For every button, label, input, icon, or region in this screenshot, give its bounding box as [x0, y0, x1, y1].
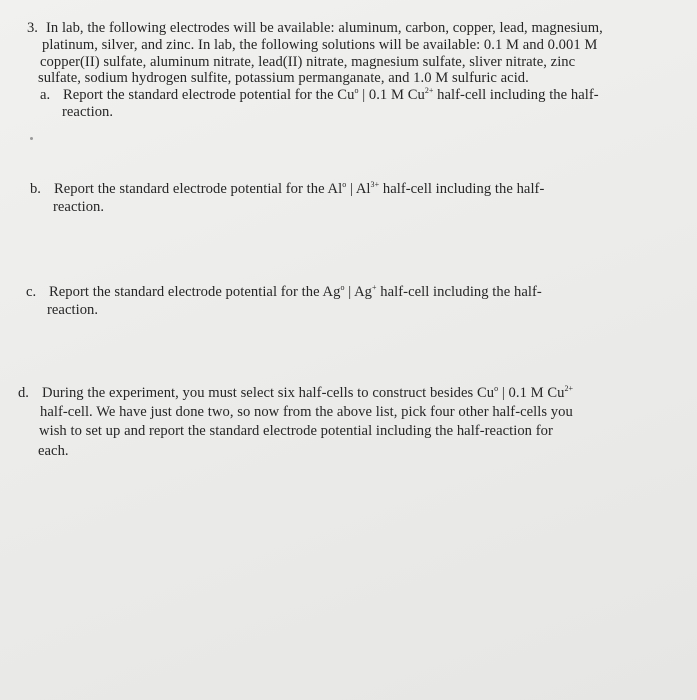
part-c-text-pre: Report the standard electrode potential for the Ag	[49, 284, 341, 300]
part-c-line-2: reaction.	[47, 302, 99, 318]
part-c-text-post: half-cell including the half-	[376, 284, 542, 300]
question-intro-line-3: copper(II) sulfate, aluminum nitrate, lead(II) nitrate, magnesium sulfate, sliver nitrate, zinc	[40, 54, 576, 70]
part-b-text-pre: Report the standard electrode potential for the Al	[54, 181, 343, 197]
question-intro-line-2: platinum, silver, and zinc. In lab, the following solutions will be available: 0.1 M and 0.001 M	[42, 37, 598, 53]
part-c-line-1	[49, 284, 542, 300]
part-c-letter: c.	[26, 284, 37, 300]
question-intro-line-1: In lab, the following electrodes will be available: aluminum, carbon, copper, lead, magnesium,	[46, 20, 603, 36]
part-d-line-2: half-cell. We have just done two, so now from the above list, pick four other half-cells you	[40, 404, 573, 420]
part-a-letter: a.	[40, 87, 51, 103]
part-a-line-1	[63, 87, 599, 103]
part-a-text-post: half-cell including the half-	[433, 87, 599, 103]
part-a-text-pre: Report the standard electrode potential for the Cu	[63, 87, 355, 103]
part-b-line-2: reaction.	[53, 199, 105, 215]
part-c-text-mid: | Ag	[344, 284, 373, 300]
part-d-line-3: wish to set up and report the standard electrode potential including the half-reaction for	[39, 423, 553, 439]
part-b-text-post: half-cell including the half-	[379, 181, 545, 197]
part-b-sup-2: 3+	[370, 180, 380, 189]
part-d-line-4: each.	[38, 443, 69, 459]
part-d-text-pre: During the experiment, you must select six half-cells to construct besides Cu	[42, 385, 495, 401]
part-a-line-2: reaction.	[62, 104, 114, 120]
question-number: 3.	[27, 20, 38, 36]
part-d-line-1	[42, 385, 573, 401]
stray-mark	[30, 137, 33, 140]
part-d-letter: d.	[18, 385, 29, 401]
part-b-letter: b.	[30, 181, 41, 197]
part-c-sup-2: +	[372, 283, 377, 292]
part-a-sup-2: 2+	[424, 86, 434, 95]
part-b-text-mid: | Al	[346, 181, 371, 197]
part-d-text-mid: | 0.1 M Cu	[498, 385, 565, 401]
part-d-sup-1: o	[494, 384, 499, 393]
part-b-sup-1: o	[342, 180, 347, 189]
part-d-sup-2: 2+	[564, 384, 574, 393]
question-intro-line-4: sulfate, sodium hydrogen sulfite, potassium permanganate, and 1.0 M sulfuric acid.	[38, 70, 529, 86]
part-a-sup-1: o	[354, 86, 359, 95]
part-b-line-1	[54, 181, 544, 197]
part-c-sup-1: o	[340, 283, 345, 292]
part-a-text-mid: | 0.1 M Cu	[358, 87, 425, 103]
